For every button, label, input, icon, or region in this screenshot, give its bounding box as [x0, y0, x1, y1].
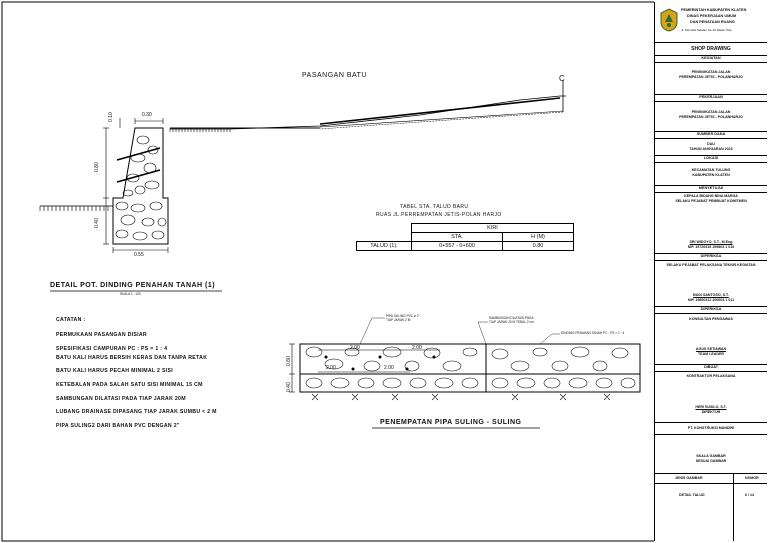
pekerjaan-label: PEKERJAAN — [699, 95, 723, 99]
kegiatan-label: KEGIATAN — [701, 56, 721, 60]
table-title: TABEL STA. TALUD BARU — [400, 204, 469, 210]
table-row — [357, 242, 574, 251]
pipe-height-2: 0.40 — [286, 382, 292, 392]
note-item: SAMBUNGAN DILATASI PADA TIAP JARAK 20M — [56, 396, 186, 402]
detail-title: DETAIL POT. DINDING PENAHAN TANAH (1) — [50, 282, 216, 289]
retaining-wall-section — [40, 118, 168, 253]
pipe-height-1: 0.80 — [286, 356, 292, 366]
agency-line-1: PEMERINTAH KABUPATEN KLATEN — [681, 8, 747, 12]
pipe-dim-4: 2.00 — [384, 365, 394, 371]
regency-emblem-icon — [659, 8, 679, 32]
kegiatan-line-1: PENINGKATAN JALAN — [691, 70, 731, 74]
pipe-callout-2: SAMBUNGAN DILATASI PADA TIAP JARAK 20 M TEBAL 2 cm — [489, 316, 534, 324]
nomor-label: NOMOR — [745, 476, 759, 480]
dibuat-name: HERI SUSILO, S.T. — [695, 405, 727, 409]
table-row-label: TALUD (1). — [357, 242, 412, 251]
jenis-gambar-label: JENIS GAMBAR — [675, 476, 703, 480]
note-item: PERMUKAAN PASANGAN DISIAR — [56, 332, 147, 338]
pekerjaan-line-1: PENINGKATAN JALAN — [691, 110, 731, 114]
dim-height-base: 0.40 — [94, 218, 100, 228]
pekerjaan-line-2: PEREMPATAN JETIS - POLANHARJO — [679, 115, 743, 119]
dim-base-width: 0.55 — [134, 252, 144, 258]
sta-table — [356, 223, 574, 251]
agency-line-3: DAN PENATAAN RUANG — [690, 20, 735, 24]
dibuat-label: DIBUAT — [703, 365, 719, 369]
note-item: KETEBALAN PADA SALAH SATU SISI MINIMAL 15 CM — [56, 382, 203, 388]
table-row-h: 0.80 — [503, 242, 574, 251]
sumber-dana-line-1: DAU — [707, 142, 715, 146]
title-block — [654, 2, 767, 541]
sheet-type: SHOP DRAWING — [691, 46, 731, 52]
dim-top-width: 0.30 — [142, 112, 152, 118]
road-profile — [170, 80, 566, 132]
diperiksa-line-1: SELAKU PEJABAT PELAKSANA TEKNIS KEGIATAN — [666, 263, 756, 267]
notes-title: CATATAN : — [56, 317, 86, 323]
table-row-sta: 0+557 - 0+600 — [412, 242, 503, 251]
note-item: BATU KALI HARUS BERSIH KERAS DAN TANPA RETAK — [56, 355, 208, 361]
menyetujui-nip: NIP. 19720415 199803 1 010 — [687, 245, 735, 249]
pipe-dim-2: 2.00 — [412, 345, 422, 351]
diperiksa2-nip: TEAM LEADER — [698, 352, 724, 356]
dibuat-line-1: KONTRAKTOR PELAKSANA — [686, 374, 736, 378]
menyetujui-name: SRI WIDOYO, S.T., M.Eng — [689, 240, 733, 244]
table-header-side: KIRI — [412, 224, 574, 233]
agency-address: Jl. Pemuda Selatan No.19 Klaten Telp. — [681, 28, 733, 32]
drawing-title-top: PASANGAN BATU — [302, 72, 367, 79]
pipe-callout-3: DINDING PENAHAN TANAH PC : PS = 1 : 4 — [561, 331, 625, 335]
table-subtitle: RUAS JL.PERREMPATAN JETIS-POLAN HARJO — [376, 212, 502, 218]
lokasi-line-2: KABUPATEN KLATEN — [692, 173, 730, 177]
note-item: LUBANG DRAINASE DIPASANG TIAP JARAK SUMBU < 2 M — [56, 409, 217, 415]
nomor-lembar: 6 / 14 — [745, 493, 754, 497]
lokasi-label: LOKASI — [703, 156, 719, 160]
note-item: SPESIFIKASI CAMPURAN PC : PS = 1 : 4 — [56, 346, 168, 352]
menyetujui-label: MENYETUJUI — [698, 186, 724, 190]
kegiatan-line-2: PEREMPATAN JETIS - POLANHARJO — [679, 75, 743, 79]
dim-height-main: 0.80 — [94, 162, 100, 172]
diperiksa-name: BUDI SANTOSO, S.T. — [693, 293, 729, 297]
dibuat-line-3: PT. KONSTRUKSI MANDIRI — [687, 426, 735, 430]
diperiksa2-line-1: KONSULTAN PENGAWAS — [689, 317, 733, 321]
diperiksa-label: DIPERIKSA — [700, 254, 722, 258]
detail-scale: SKALA 1 : 100 — [120, 292, 141, 296]
table-col-h: H (M) — [503, 233, 574, 242]
centerline-mark: C — [559, 74, 565, 83]
note-item: PIPA SULING2 DARI BAHAN PVC DENGAN 2" — [56, 423, 180, 429]
diperiksa2-name: AGUS SETIAWAN — [695, 347, 727, 351]
note-item: BATU KALI HARUS PECAH MINIMAL 2 SISI — [56, 368, 173, 374]
agency-line-2: DINAS PEKERJAAN UMUM — [687, 14, 737, 18]
menyetujui-line-1: KEPALA BIDANG BINA MARGA — [684, 194, 738, 198]
menyetujui-line-2: SELAKU PEJABAT PEMBUAT KOMITMEN — [675, 199, 747, 203]
sumber-dana-label: SUMBER DANA — [696, 132, 726, 136]
scale-label: SKALA GAMBAR — [696, 454, 726, 458]
scale-value: SESUAI GAMBAR — [695, 459, 727, 463]
diperiksa2-label: DIPERIKSA — [700, 307, 722, 311]
pipe-dim-1: 2.00 — [350, 345, 360, 351]
dibuat-line-2: DIREKTUR — [701, 410, 721, 414]
diperiksa-nip: NIP. 19800312 200604 1 011 — [687, 298, 735, 302]
pipe-callout-1: PIPA SULING PVC ø 2" TIAP JARAK 2 M — [386, 314, 420, 322]
dim-top-height: 0.10 — [108, 112, 114, 122]
jenis-gambar: DETAIL TALUD — [679, 493, 705, 497]
sumber-dana-line-2: TAHUN ANGGARAN 2023 — [689, 147, 733, 151]
table-col-sta: STA. — [412, 233, 503, 242]
lokasi-line-1: KECAMATAN TULUNG — [691, 168, 731, 172]
pipe-title: PENEMPATAN PIPA SULING - SULING — [380, 419, 522, 426]
pipe-dim-3: 2.00 — [326, 365, 336, 371]
